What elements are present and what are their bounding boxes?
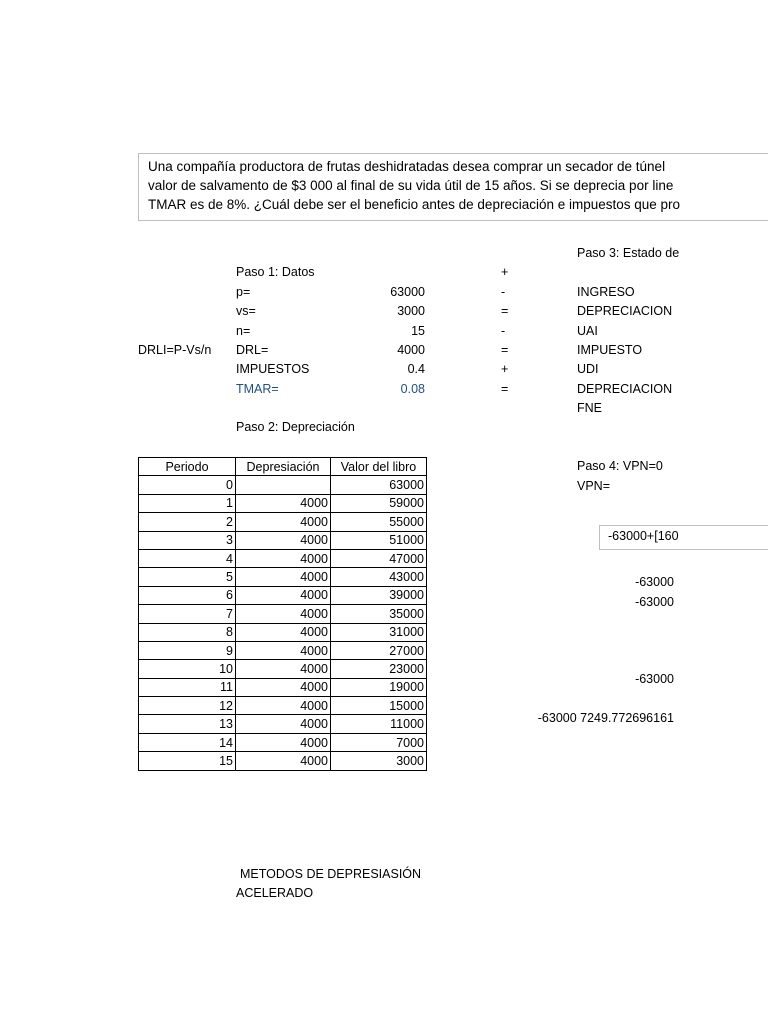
depreciation-cell: 4000 (236, 678, 331, 696)
book-value-cell: 23000 (331, 660, 427, 678)
depreciation-cell: 4000 (236, 494, 331, 512)
depreciation-cell: 4000 (236, 697, 331, 715)
step1-title: Paso 1: Datos (236, 265, 315, 279)
period-cell: 14 (139, 733, 236, 751)
vpn-value: -63000 (635, 575, 674, 589)
statement-item: DEPRECIACION (577, 382, 673, 396)
book-value-cell: 31000 (331, 623, 427, 641)
table-row (139, 733, 427, 751)
period-cell: 11 (139, 678, 236, 696)
book-value-cell: 15000 (331, 697, 427, 715)
column-header: Valor del libro (331, 458, 427, 476)
sign: = (501, 304, 509, 318)
depreciation-cell: 4000 (236, 623, 331, 641)
table-row (139, 678, 427, 696)
period-cell: 5 (139, 568, 236, 586)
book-value-cell: 43000 (331, 568, 427, 586)
statement-item: UDI (577, 362, 599, 376)
table-row (139, 641, 427, 659)
book-value-cell: 35000 (331, 605, 427, 623)
table-row (139, 623, 427, 641)
table-row (139, 568, 427, 586)
period-cell: 6 (139, 586, 236, 604)
column-header: Depresiación (236, 458, 331, 476)
table-row (139, 697, 427, 715)
depreciation-cell: 4000 (236, 549, 331, 567)
book-value-cell: 19000 (331, 678, 427, 696)
sign: = (501, 343, 509, 357)
data-value: 0.4 (407, 362, 425, 376)
step4-title: Paso 4: VPN=0 (577, 459, 663, 473)
drli-formula: DRLI=P-Vs/n (138, 343, 212, 357)
vpn-value: -63000 (635, 595, 674, 609)
statement-item: IMPUESTO (577, 343, 643, 357)
table-header-row (139, 458, 427, 476)
book-value-cell: 11000 (331, 715, 427, 733)
sign: + (501, 362, 509, 376)
depreciation-cell: 4000 (236, 568, 331, 586)
data-label: vs= (236, 304, 256, 318)
depreciation-cell (236, 476, 331, 494)
depreciation-cell: 4000 (236, 715, 331, 733)
period-cell: 13 (139, 715, 236, 733)
table-row (139, 605, 427, 623)
table-row (139, 513, 427, 531)
period-cell: 9 (139, 641, 236, 659)
period-cell: 7 (139, 605, 236, 623)
data-label: IMPUESTOS (236, 362, 310, 376)
sign: + (501, 265, 509, 279)
period-cell: 3 (139, 531, 236, 549)
data-value: 63000 (390, 285, 425, 299)
data-value: 4000 (397, 343, 425, 357)
table-row (139, 752, 427, 770)
problem-statement (138, 153, 768, 221)
book-value-cell: 27000 (331, 641, 427, 659)
book-value-cell: 63000 (331, 476, 427, 494)
book-value-cell: 7000 (331, 733, 427, 751)
period-cell: 8 (139, 623, 236, 641)
depreciation-cell: 4000 (236, 733, 331, 751)
book-value-cell: 39000 (331, 586, 427, 604)
data-value: 15 (411, 324, 425, 338)
sign: = (501, 382, 509, 396)
depreciation-cell: 4000 (236, 752, 331, 770)
vpn-value: -63000 7249.772696161 (537, 711, 674, 725)
depreciation-cell: 4000 (236, 605, 331, 623)
table-row (139, 660, 427, 678)
period-cell: 0 (139, 476, 236, 494)
depreciation-cell: 4000 (236, 660, 331, 678)
data-value: 0.08 (400, 382, 425, 396)
data-value: 3000 (397, 304, 425, 318)
period-cell: 2 (139, 513, 236, 531)
data-label: TMAR= (236, 382, 279, 396)
statement-item: DEPRECIACION (577, 304, 673, 318)
table-row (139, 586, 427, 604)
depreciation-cell: 4000 (236, 513, 331, 531)
depreciation-cell: 4000 (236, 641, 331, 659)
table-row (139, 715, 427, 733)
data-label: p= (236, 285, 251, 299)
period-cell: 10 (139, 660, 236, 678)
problem-line-1: Una compañía productora de frutas deshidratadas desea comprar un secador de túnel (148, 159, 666, 174)
problem-line-2: valor de salvamento de $3 000 al final de su vida útil de 15 años. Si se deprecia por line (148, 178, 674, 193)
methods-subtitle: ACELERADO (236, 886, 314, 900)
step2-title: Paso 2: Depreciación (236, 420, 355, 434)
table-body (139, 476, 427, 770)
book-value-cell: 51000 (331, 531, 427, 549)
vpn-formula-cell: -63000+[160 (599, 525, 768, 550)
table-row (139, 549, 427, 567)
vpn-value: -63000 (635, 672, 674, 686)
table-row (139, 494, 427, 512)
table-row (139, 476, 427, 494)
period-cell: 12 (139, 697, 236, 715)
data-label: DRL= (236, 343, 269, 357)
table-row (139, 531, 427, 549)
book-value-cell: 59000 (331, 494, 427, 512)
period-cell: 15 (139, 752, 236, 770)
step3-title: Paso 3: Estado de (577, 246, 680, 260)
depreciation-cell: 4000 (236, 586, 331, 604)
vpn-label: VPN= (577, 479, 611, 493)
depreciation-table (138, 457, 427, 771)
period-cell: 1 (139, 494, 236, 512)
depreciation-cell: 4000 (236, 531, 331, 549)
problem-line-3: TMAR es de 8%. ¿Cuál debe ser el beneficio antes de depreciación e impuestos que pro (148, 197, 681, 212)
sign: - (501, 324, 506, 338)
statement-item: UAI (577, 324, 598, 338)
methods-title: METODOS DE DEPRESIASIÓN (240, 867, 422, 881)
statement-item: INGRESO (577, 285, 635, 299)
period-cell: 4 (139, 549, 236, 567)
book-value-cell: 3000 (331, 752, 427, 770)
book-value-cell: 47000 (331, 549, 427, 567)
data-label: n= (236, 324, 251, 338)
book-value-cell: 55000 (331, 513, 427, 531)
column-header: Periodo (139, 458, 236, 476)
sign: - (501, 285, 506, 299)
statement-item: FNE (577, 401, 602, 415)
